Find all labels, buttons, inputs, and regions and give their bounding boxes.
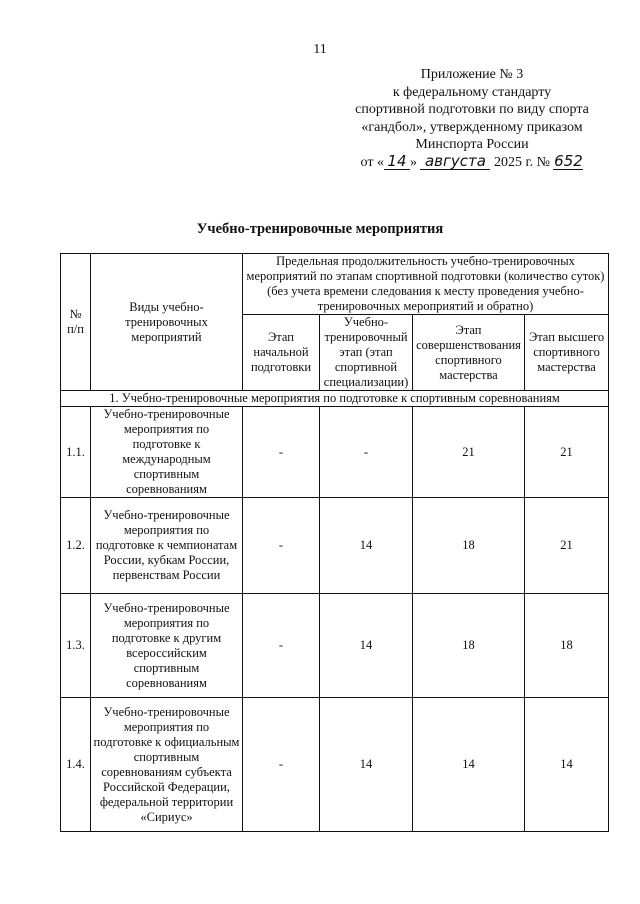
appendix-line: к федеральному стандарту: [392, 84, 552, 100]
header-stage-training: Учебно-тренировочный этап (этап спортивной специализации): [320, 315, 413, 391]
header-duration-group: Предельная продолжительность учебно-тренировочных мероприятий по этапам спортивной подготовки (количество суток) (без учета времени следования к месту проведения учебно-тренировочных мероприятий и обратно): [243, 254, 609, 315]
table-row: [61, 407, 609, 498]
header-stage-higher: Этап высшего спортивного мастерства: [525, 315, 609, 391]
handwritten-order-number: 652: [554, 151, 583, 170]
row-value-higher: 21: [525, 407, 609, 498]
row-value-improvement: 18: [413, 594, 525, 698]
row-event-name: Учебно-тренировочные мероприятия по подготовке к официальным спортивным соревнованиям субъекта Российской Федерации, федеральной территории «Сириус»: [91, 698, 243, 832]
row-number: 1.2.: [61, 498, 91, 594]
date-year: 2025 г. №: [493, 154, 550, 170]
row-value-training: -: [320, 407, 413, 498]
row-value-initial: -: [243, 698, 320, 832]
row-value-initial: -: [243, 498, 320, 594]
row-value-training: 14: [320, 498, 413, 594]
table-row: [61, 698, 609, 832]
row-event-name: Учебно-тренировочные мероприятия по подготовке к чемпионатам России, кубкам России, первенствам России: [91, 498, 243, 594]
row-value-improvement: 18: [413, 498, 525, 594]
row-value-higher: 14: [525, 698, 609, 832]
date-prefix: от «: [360, 154, 384, 170]
table-row: [61, 594, 609, 698]
table-row: [61, 498, 609, 594]
row-number: 1.3.: [61, 594, 91, 698]
row-value-higher: 18: [525, 594, 609, 698]
appendix-line: Приложение № 3: [420, 67, 524, 82]
row-event-name: Учебно-тренировочные мероприятия по подготовке к другим всероссийским спортивным соревнованиям: [91, 594, 243, 698]
order-date-line: [340, 151, 604, 172]
section-heading: 1. Учебно-тренировочные мероприятия по подготовке к спортивным соревнованиям: [61, 391, 609, 407]
appendix-line: Минспорта России: [415, 137, 529, 152]
row-number: 1.1.: [61, 407, 91, 498]
events-table: [60, 253, 609, 832]
header-event-type: Виды учебно-тренировочных мероприятий: [91, 254, 243, 391]
header-stage-improvement: Этап совершенствования спортивного мастерства: [413, 315, 525, 391]
row-value-training: 14: [320, 698, 413, 832]
handwritten-month: августа: [420, 154, 490, 170]
handwritten-day: 14: [384, 154, 410, 170]
row-value-initial: -: [243, 407, 320, 498]
appendix-line: спортивной подготовки по виду спорта: [355, 102, 589, 117]
header-number: № п/п: [61, 254, 91, 391]
row-value-higher: 21: [525, 498, 609, 594]
row-number: 1.4.: [61, 698, 91, 832]
date-mid: »: [409, 154, 417, 170]
row-value-training: 14: [320, 594, 413, 698]
row-value-improvement: 14: [413, 698, 525, 832]
appendix-line: «гандбол», утвержденному приказом: [361, 119, 583, 135]
row-event-name: Учебно-тренировочные мероприятия по подготовке к международным спортивным соревнованиям: [91, 407, 243, 498]
appendix-block: [340, 66, 604, 171]
page-number: 11: [313, 42, 327, 57]
header-stage-initial: Этап начальной подготовки: [243, 315, 320, 391]
row-value-initial: -: [243, 594, 320, 698]
document-title: Учебно-тренировочные мероприятия: [196, 221, 444, 237]
row-value-improvement: 21: [413, 407, 525, 498]
